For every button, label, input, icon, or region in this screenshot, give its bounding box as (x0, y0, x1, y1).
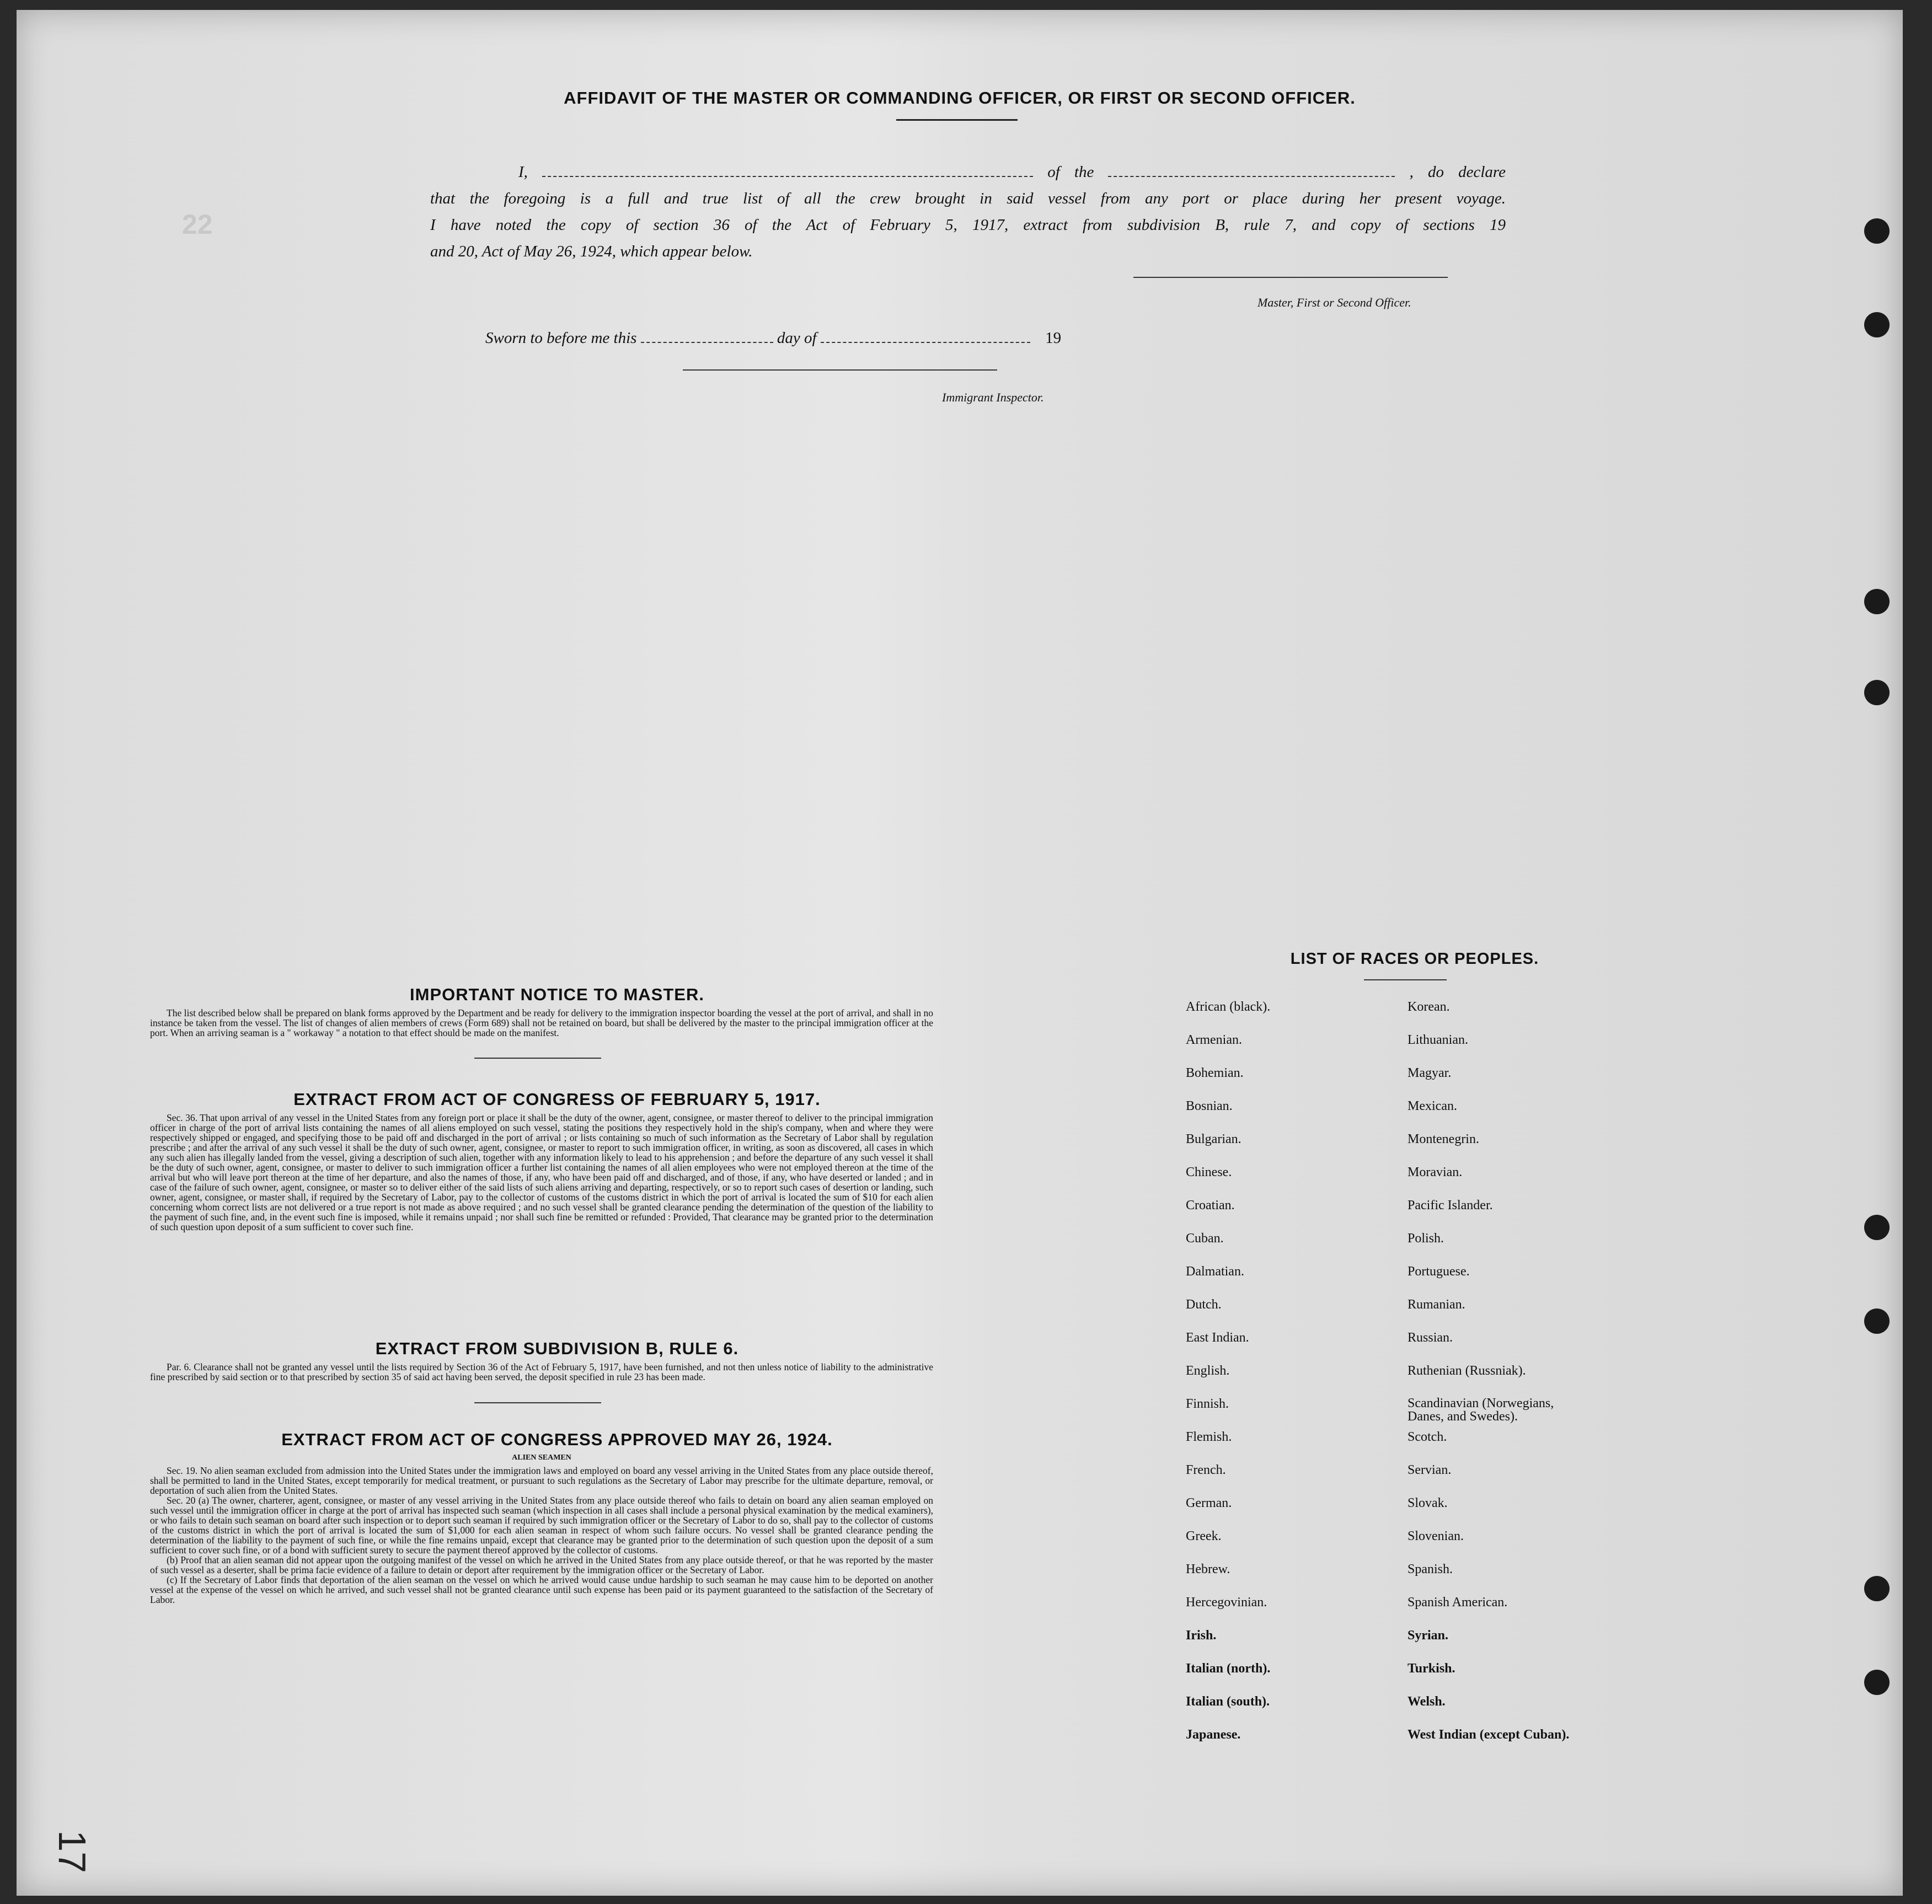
punch-hole (1864, 1308, 1890, 1334)
races-title: LIST OF RACES OR PEOPLES. (1290, 950, 1539, 968)
race-item: Croatian. (1186, 1198, 1235, 1213)
race-item: Turkish. (1407, 1661, 1455, 1676)
race-item: Dutch. (1186, 1297, 1222, 1312)
race-item: Rumanian. (1407, 1297, 1465, 1312)
affidavit-line-4: and 20, Act of May 26, 1924, which appear below. (430, 243, 753, 260)
extract-1924-subtitle: ALIEN SEAMEN (512, 1454, 571, 1462)
divider (474, 1402, 601, 1403)
race-item: Polish. (1407, 1231, 1444, 1246)
race-item: Spanish. (1407, 1562, 1453, 1576)
races-left-column (1186, 1000, 1270, 1761)
race-item: Flemish. (1186, 1430, 1232, 1444)
sec19-paragraph: Sec. 19. No alien seaman excluded from admission into the United States under the immigration laws and employed on board any vessel arriving in the United States from any place outside thereof, shall be permitted to land in the United States, except temporarily for medical treatment, or pursuant to such regulations as the Secretary of Labor may prescribe for the ultimate departure, removal, or deportation of such alien from the United States. (150, 1465, 933, 1496)
race-item: Italian (north). (1186, 1661, 1271, 1676)
divider (896, 119, 1018, 121)
notice-body (150, 1008, 933, 1038)
race-item: Dalmatian. (1186, 1264, 1244, 1279)
race-item: Scandinavian (Norwegians, Danes, and Swedes). (1407, 1396, 1554, 1424)
month-field[interactable] (821, 329, 1030, 343)
sec20c-paragraph: (c) If the Secretary of Labor finds that deportation of the alien seaman on the vessel on which he arrived would cause undue hardship to such seaman he may cause him to be deported on another vessel at the expense of the vessel on which he arrived, and such vessel shall not be granted clearance until such expense has been paid or its payment guaranteed to the satisfaction of the Secretary of Labor. (150, 1574, 933, 1605)
race-item: Spanish American. (1407, 1595, 1508, 1610)
race-item: Hercegovinian. (1186, 1595, 1267, 1610)
inspector-label: Immigrant Inspector. (942, 390, 1044, 404)
race-item: Italian (south). (1186, 1694, 1270, 1709)
race-item: Greek. (1186, 1529, 1222, 1543)
punch-hole (1864, 1670, 1890, 1695)
divider (1364, 979, 1447, 980)
inspector-signature-line[interactable] (683, 369, 997, 371)
affidavit-line-3: I have noted the copy of section 36 of the Act of February 5, 1917, extract from subdivision B, rule 7, and copy of sections 19 (430, 216, 1506, 234)
affidavit-title: AFFIDAVIT OF THE MASTER OR COMMANDING OFFICER, OR FIRST OR SECOND OFFICER. (564, 88, 1356, 108)
race-item: Hebrew. (1186, 1562, 1230, 1576)
sec20b-paragraph: (b) Proof that an alien seaman did not appear upon the outgoing manifest of the vessel on which he arrived in the United States from any place outside thereof, or that he was reported by the master of such vessel as a deserter, shall be prima facie evidence of a failure to detain or deport after requirement by the immigration officer or the Secretary of Labor. (150, 1554, 933, 1575)
extract-rule6-paragraph: Par. 6. Clearance shall not be granted any vessel until the lists required by Section 36 of the Act of February 5, 1917, have been furnished, and not then unless notice of liability to the administrative fine prescribed by said section or to that prescribed by section 35 of said act having been served, the deposit specified in rule 23 has been made. (150, 1361, 933, 1382)
race-item: German. (1186, 1496, 1232, 1510)
punch-hole (1864, 1215, 1890, 1240)
extract-1924-body (150, 1466, 933, 1605)
race-item: East Indian. (1186, 1331, 1249, 1345)
race-item: Lithuanian. (1407, 1033, 1468, 1047)
extract-1924-title: EXTRACT FROM ACT OF CONGRESS APPROVED MAY 26, 1924. (281, 1430, 833, 1449)
race-item: Bohemian. (1186, 1066, 1244, 1080)
race-item: Bulgarian. (1186, 1132, 1241, 1146)
faint-page-number: 22 (182, 209, 213, 240)
race-item: Montenegrin. (1407, 1132, 1479, 1146)
affidavit-text (430, 159, 1506, 265)
race-item: Slovak. (1407, 1496, 1448, 1510)
extract-rule6-body (150, 1362, 933, 1382)
races-right-column (1407, 1000, 1590, 1761)
race-item: Servian. (1407, 1463, 1452, 1477)
extract-1917-paragraph: Sec. 36. That upon arrival of any vessel in the United States from any foreign port or place it shall be the duty of the owner, agent, consignee, or master thereof to deliver to the principal immigration officer in charge of the port of arrival lists containing the names of all aliens employed on such vessel, stating the positions they respectively hold in the ship's company, when and where they were respectively shipped or engaged, and specifying those to be paid off and discharged in the port of arrival ; or lists containing so much of such information as the Secretary of Labor shall by regulation prescribe ; and after the arrival of any such vessel it shall be the duty of such owner, agent, consignee, or master to report to such immigration officer, in writing, as soon as discovered, all cases in which any such alien has illegally landed from the vessel, giving a description of such alien, together with any information likely to lead to his apprehension ; and before the departure of any such vessel it shall be the duty of such owner, agent, consignee, or master to deliver to such immigration officer a further list containing the names of all alien employees who were not employed thereon at the time of the arrival but who will leave port thereon at the time of her departure, and also the names of those, if any, who have been paid off and discharged, and of those, if any, who have deserted or landed ; and in case of the failure of such owner, agent, consignee, or master so to deliver either of the said lists of such aliens arriving and departing, respectively, or so to report such cases of desertion or landing, such owner, agent, consignee, or master shall, if required by the Secretary of Labor, pay to the collector of customs of the customs district in which the port of arrival is located the sum of $10 for each alien concerning whom correct lists are not delivered or a true report is not made as above required ; and no such vessel shall be granted clearance pending the determination of the question of the liability to the payment of such fine, and, in the event such fine is imposed, while it remains unpaid ; nor shall such fine be remitted or refunded : Provided, That clearance may be granted prior to the determination of such question upon deposit of a sum sufficient to cover such fine. (150, 1112, 933, 1232)
race-item: Armenian. (1186, 1033, 1242, 1047)
year-prefix: 19 (1045, 329, 1062, 347)
of-the-label: of the (1047, 163, 1094, 181)
document-page (17, 10, 1903, 1896)
race-item: English. (1186, 1364, 1230, 1378)
race-item: Mexican. (1407, 1099, 1457, 1113)
punch-hole (1864, 312, 1890, 337)
name-field[interactable] (542, 163, 1033, 177)
race-item: Magyar. (1407, 1066, 1452, 1080)
sworn-prefix: Sworn to before me this (485, 329, 637, 347)
race-item: Slovenian. (1407, 1529, 1464, 1543)
day-field[interactable] (641, 329, 773, 343)
race-item: Portuguese. (1407, 1264, 1470, 1279)
race-item: Chinese. (1186, 1165, 1232, 1179)
race-item: West Indian (except Cuban). (1407, 1728, 1570, 1742)
race-item: Syrian. (1407, 1628, 1449, 1643)
handwritten-margin-number: 17 (50, 1830, 94, 1873)
do-declare-label: , do declare (1409, 163, 1506, 181)
notice-paragraph: The list described below shall be prepared on blank forms approved by the Department and be ready for delivery to the immigration inspector boarding the vessel at the port of arrival, and shall in no instance be taken from the vessel. The list of changes of alien members of crews (Form 689) shall not be retained on board, but shall be delivered by the master to the principal immigration officer at the port. When an arriving seaman is a " workaway " a notation to that effect should be made on the manifest. (150, 1007, 933, 1038)
day-of-label: day of (777, 329, 817, 347)
affidavit-line-1 (430, 159, 1506, 185)
extract-1917-title: EXTRACT FROM ACT OF CONGRESS OF FEBRUARY 5, 1917. (293, 1090, 821, 1109)
race-item: Irish. (1186, 1628, 1217, 1643)
race-item: Moravian. (1407, 1165, 1463, 1179)
race-item: Scotch. (1407, 1430, 1447, 1444)
race-item: Russian. (1407, 1331, 1453, 1345)
sec20a-paragraph: Sec. 20 (a) The owner, charterer, agent, consignee, or master of any vessel arriving in the United States from any place outside thereof who fails to detain on board any alien seaman employed on such vessel until the immigration officer in charge at the port of arrival has inspected such seaman (which inspection in all cases shall include a personal physical examination by the medical examiners), or who fails to detain such seaman on board after such inspection or to deport such seaman if required by such immigration officer or the Secretary of Labor to do so, shall pay to the collector of customs of the customs district in which the port of arrival is located the sum of $1,000 for each alien seaman in respect of whom such failure occurs. No vessel shall be granted clearance pending the determination of the liability to the payment of such fine, or while the fine remains unpaid, except that clearance may be granted prior to the determination of such question upon the deposit of a sum sufficient to cover such fine, or of a bond with sufficient surety to secure the payment thereof approved by the collector of customs. (150, 1495, 933, 1556)
sworn-line (485, 329, 1061, 347)
signature-line[interactable] (1133, 277, 1448, 278)
vessel-field[interactable] (1108, 163, 1395, 177)
race-item: Pacific Islander. (1407, 1198, 1493, 1213)
punch-hole (1864, 589, 1890, 614)
affidavit-i: I, (518, 163, 528, 181)
divider (474, 1058, 601, 1059)
punch-hole (1864, 218, 1890, 244)
race-item: Bosnian. (1186, 1099, 1233, 1113)
race-item: Japanese. (1186, 1728, 1241, 1742)
race-item: Korean. (1407, 1000, 1450, 1014)
extract-1917-body (150, 1113, 933, 1232)
race-item: Cuban. (1186, 1231, 1224, 1246)
race-item: Ruthenian (Russniak). (1407, 1364, 1526, 1378)
notice-title: IMPORTANT NOTICE TO MASTER. (410, 985, 704, 1004)
race-item: Welsh. (1407, 1694, 1446, 1709)
punch-hole (1864, 1576, 1890, 1601)
punch-hole (1864, 680, 1890, 705)
race-item: African (black). (1186, 1000, 1271, 1014)
affidavit-line-2: that the foregoing is a full and true list of all the crew brought in said vessel from any port or place during her present voyage. (430, 190, 1506, 207)
extract-rule6-title: EXTRACT FROM SUBDIVISION B, RULE 6. (375, 1339, 739, 1358)
master-signature-label: Master, First or Second Officer. (1257, 296, 1411, 309)
race-item: French. (1186, 1463, 1226, 1477)
race-item: Finnish. (1186, 1397, 1229, 1411)
